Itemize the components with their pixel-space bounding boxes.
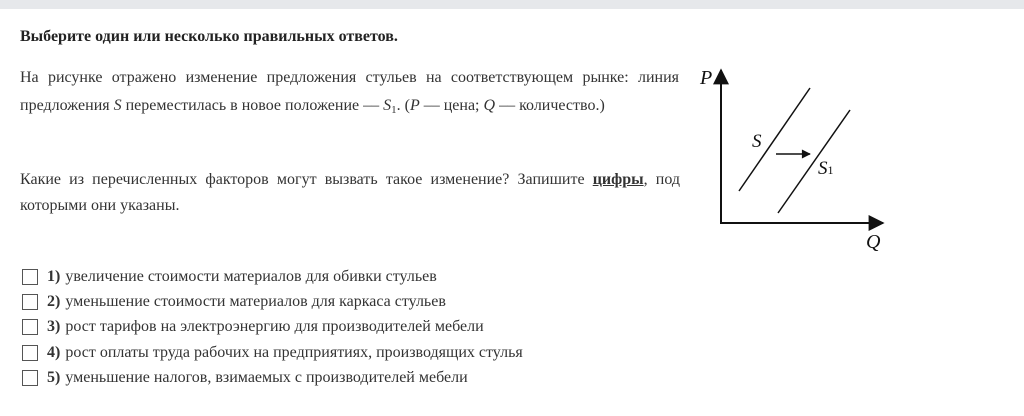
top-bar [0,0,1024,9]
option-number: 3) [47,318,61,336]
question-text-part: . ( [396,97,410,114]
option-number: 2) [47,292,61,310]
curve-s1-subscript: 1 [827,163,834,177]
option-text: уменьшение стоимости материалов для каркаса стульев [65,292,446,310]
supply-shift-graph [690,62,900,262]
checkbox-3[interactable] [22,319,38,335]
supply-symbol: S [113,97,122,114]
new-supply-subscript: 1 [391,104,397,116]
question-text-part: , под которыми они указаны. [20,171,681,214]
y-axis-label: P [700,67,713,89]
option-2[interactable] [22,289,523,314]
question-text-part: На рисунке отражено изменение предложения стульев на соответствующем рынке: линия предложения [20,69,679,114]
question-text-part: –– цена; [419,97,484,114]
curve-s-label: S [752,131,762,152]
option-1[interactable] [22,264,523,289]
supply-curve-s [739,88,810,191]
supply-curve-s1 [778,110,850,213]
curve-s1-letter: S [818,158,828,179]
option-text: рост тарифов на электроэнергию для производителей мебели [65,318,484,336]
question-text-part: –– количество.) [495,97,605,114]
option-4[interactable] [22,340,523,365]
answer-options [22,264,523,390]
x-axis-label: Q [866,231,881,253]
option-number: 4) [47,343,61,361]
option-number: 1) [47,267,61,285]
curve-s1-label [818,158,834,179]
checkbox-5[interactable] [22,370,38,386]
option-3[interactable] [22,315,523,340]
question-paragraph-1 [20,64,679,124]
question-text-part: Какие из перечисленных факторов могут вызвать такое изменение? Запишите [20,171,593,188]
option-text: уменьшение налогов, взимаемых с производителей мебели [65,368,468,386]
price-symbol: P [409,97,420,114]
question-paragraph-2 [20,167,680,219]
new-supply-symbol: S [383,97,392,114]
option-number: 5) [47,368,61,386]
option-text: рост оплаты труда рабочих на предприятиях, производящих стулья [65,343,523,361]
option-text: увеличение стоимости материалов для обивки стульев [65,267,437,285]
option-5[interactable] [22,365,523,390]
checkbox-4[interactable] [22,345,38,361]
instruction-text: Выберите один или несколько правильных ответов. [20,28,398,45]
checkbox-2[interactable] [22,294,38,310]
question-text-part: переместилась в новое положение –– [121,97,384,114]
checkbox-1[interactable] [22,269,38,285]
digits-emphasis: цифры [592,171,644,188]
quantity-symbol: Q [483,97,496,114]
